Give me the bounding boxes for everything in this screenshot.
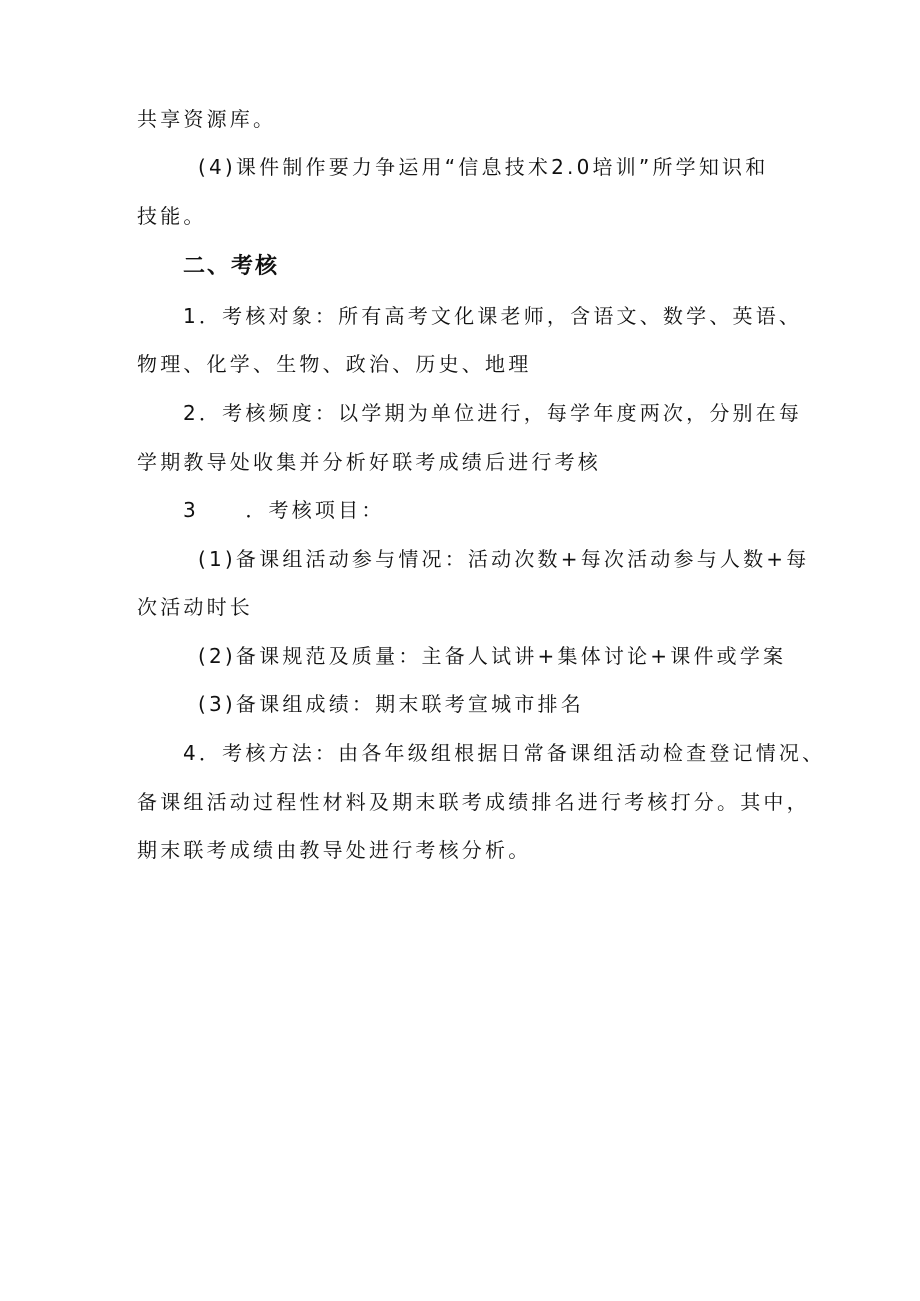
section-heading-assessment: 二、考核 xyxy=(183,254,280,279)
paragraph-line-resource-library: 共享资源库。 xyxy=(137,107,277,131)
paragraph-line-lesson-quality: (2)备课规范及质量：主备人试讲+集体讨论+课件或学案 xyxy=(198,644,787,668)
paragraph-line-assessment-target: 1．考核对象：所有高考文化课老师，含语文、数学、英语、 xyxy=(183,304,803,328)
paragraph-line-assessment-frequency: 2．考核频度：以学期为单位进行，每学年度两次，分别在每 xyxy=(183,401,803,425)
paragraph-line-activity-duration: 次活动时长 xyxy=(137,595,253,619)
paragraph-line-courseware: (4)课件制作要力争运用“信息技术2.0培训”所学知识和 xyxy=(198,155,769,179)
paragraph-line-subjects: 物理、化学、生物、政治、历史、地理 xyxy=(137,352,532,376)
paragraph-line-skills: 技能。 xyxy=(137,204,207,228)
paragraph-line-assessment-method: 4．考核方法：由各年级组根据日常备课组活动检查登记情况、 xyxy=(183,741,826,765)
paragraph-line-method-continued: 备课组活动过程性材料及期末联考成绩排名进行考核打分。其中， xyxy=(137,790,810,814)
paragraph-line-method-analysis: 期末联考成绩由教导处进行考核分析。 xyxy=(137,838,532,862)
paragraph-line-frequency-continued: 学期教导处收集并分析好联考成绩后进行考核 xyxy=(137,450,601,474)
paragraph-line-group-results: (3)备课组成绩：期末联考宣城市排名 xyxy=(198,692,584,716)
paragraph-line-activity-participation: (1)备课组活动参与情况：活动次数+每次活动参与人数+每 xyxy=(198,547,810,571)
paragraph-line-assessment-items: 3 ．考核项目： xyxy=(183,498,385,522)
